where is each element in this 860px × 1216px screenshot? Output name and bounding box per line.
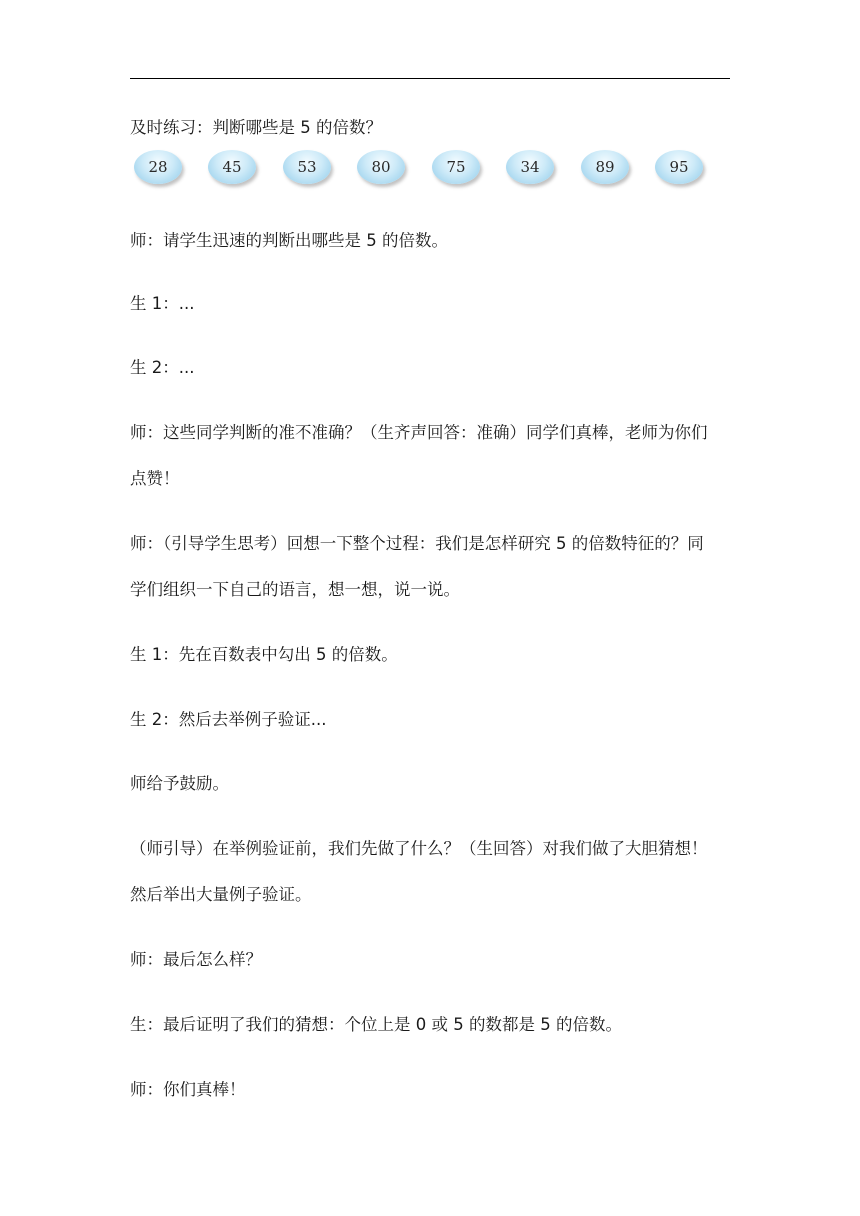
number-bubble: 95 xyxy=(655,150,703,184)
dialogue-line: 生：最后证明了我们的猜想：个位上是 0 或 5 的数都是 5 的倍数。 xyxy=(130,1015,622,1034)
dialogue-line: 师给予鼓励。 xyxy=(130,774,229,793)
number-bubble: 89 xyxy=(581,150,629,184)
dialogue-line: 生 2：... xyxy=(130,358,195,377)
number-bubble: 45 xyxy=(208,150,256,184)
number-bubble: 53 xyxy=(283,150,331,184)
dialogue-line: 点赞！ xyxy=(130,469,180,488)
dialogue-line: 然后举出大量例子验证。 xyxy=(130,885,312,904)
dialogue-line: 师：最后怎么样？ xyxy=(130,950,262,969)
number-bubble: 75 xyxy=(432,150,480,184)
number-bubbles xyxy=(134,150,734,190)
dialogue-line: 师：你们真棒！ xyxy=(130,1080,246,1099)
dialogue-line: 生 2：然后去举例子验证... xyxy=(130,710,327,729)
number-bubble: 80 xyxy=(357,150,405,184)
dialogue-line: 师：请学生迅速的判断出哪些是 5 的倍数。 xyxy=(130,231,448,250)
number-bubble: 28 xyxy=(134,150,182,184)
dialogue-line: 学们组织一下自己的语言，想一想，说一说。 xyxy=(130,580,460,599)
number-bubble: 34 xyxy=(506,150,554,184)
exercise-prompt: 及时练习：判断哪些是 5 的倍数？ xyxy=(130,118,382,137)
dialogue-line: 师：这些同学判断的准不准确？（生齐声回答：准确）同学们真棒，老师为你们 xyxy=(130,423,708,442)
dialogue-line: 生 1：... xyxy=(130,294,195,313)
dialogue-line: 师：（引导学生思考）回想一下整个过程：我们是怎样研究 5 的倍数特征的？同 xyxy=(130,534,704,553)
header-rule xyxy=(130,78,730,79)
dialogue-line: 生 1：先在百数表中勾出 5 的倍数。 xyxy=(130,645,398,664)
dialogue-line: （师引导）在举例验证前，我们先做了什么？（生回答）对我们做了大胆猜想！ xyxy=(130,839,708,858)
